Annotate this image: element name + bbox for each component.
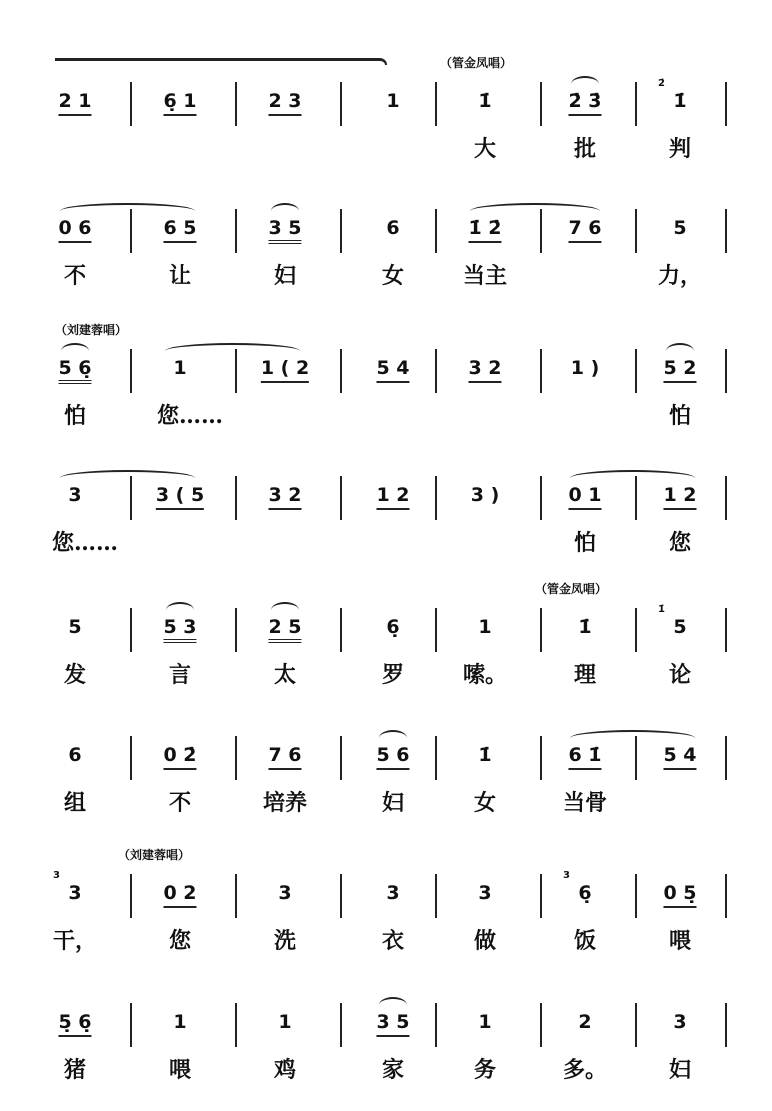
lyric: 怕 bbox=[668, 403, 692, 429]
lyric: 您…… bbox=[51, 530, 119, 556]
note-group: 1 ) bbox=[570, 357, 600, 379]
note-group: 3 bbox=[673, 1011, 687, 1033]
note-group: 3 bbox=[278, 882, 292, 904]
barline bbox=[340, 736, 342, 780]
lyric: 当骨 bbox=[562, 790, 608, 816]
note-group: 5 6̣ bbox=[58, 357, 91, 384]
note-group: 3 ) bbox=[470, 484, 500, 506]
note-group: 1 bbox=[386, 90, 400, 112]
note-group: 1 bbox=[173, 357, 187, 379]
barline bbox=[435, 608, 437, 652]
grace-note: 3 bbox=[53, 870, 60, 881]
barline bbox=[435, 736, 437, 780]
staff-system bbox=[0, 1011, 772, 1111]
barline bbox=[130, 349, 132, 393]
note-group: 1 bbox=[478, 1011, 492, 1033]
singer-label: （刘建蓉唱） bbox=[55, 323, 128, 337]
barline bbox=[540, 736, 542, 780]
barline bbox=[540, 874, 542, 918]
barline bbox=[235, 736, 237, 780]
barline bbox=[540, 82, 542, 126]
note-group: 5 3 bbox=[163, 616, 196, 643]
barline bbox=[435, 476, 437, 520]
note-group: 0 2 bbox=[163, 882, 196, 908]
lyric: 罗 bbox=[381, 662, 405, 688]
barline bbox=[540, 1003, 542, 1047]
singer-label: （管金凤唱） bbox=[440, 56, 513, 70]
lyric: 您 bbox=[668, 530, 692, 556]
staff-system bbox=[0, 848, 772, 1002]
lyric: 力， bbox=[657, 263, 703, 289]
barline bbox=[235, 1003, 237, 1047]
note-group: 1 ( 2 bbox=[261, 357, 309, 383]
lyric: 女 bbox=[473, 790, 497, 816]
note-group: 3 bbox=[68, 882, 82, 904]
note-group: 2 1 bbox=[58, 90, 91, 116]
note-group: 1̇ bbox=[478, 744, 492, 766]
lyric: 论 bbox=[668, 662, 692, 688]
staff-system bbox=[0, 217, 772, 337]
note-group: 3 ( 5 bbox=[156, 484, 204, 510]
lyric: 言 bbox=[168, 662, 192, 688]
barline bbox=[540, 608, 542, 652]
note-group: 5̣ 6̣ bbox=[58, 1011, 91, 1037]
barline bbox=[635, 1003, 637, 1047]
staff-system bbox=[0, 744, 772, 864]
note-group: 0 6 bbox=[58, 217, 91, 243]
note-group: 1 bbox=[173, 1011, 187, 1033]
note-group: 1 2 bbox=[376, 484, 409, 510]
barline bbox=[435, 349, 437, 393]
barline bbox=[435, 1003, 437, 1047]
note-group: 1 bbox=[278, 1011, 292, 1033]
barline bbox=[340, 82, 342, 126]
note-group: 2 bbox=[578, 1011, 592, 1033]
lyric: 喂 bbox=[668, 928, 692, 954]
note-group: 3 2 bbox=[268, 484, 301, 510]
note-group: 3 2 bbox=[468, 357, 501, 383]
lyric: 妇 bbox=[381, 790, 405, 816]
lyric: 衣 bbox=[381, 928, 405, 954]
lyric: 怕 bbox=[63, 403, 87, 429]
barline bbox=[435, 209, 437, 253]
lyric: 培养 bbox=[262, 790, 308, 816]
slur bbox=[571, 76, 599, 92]
note-group: 5 4 bbox=[376, 357, 409, 383]
grace-note: 3 bbox=[563, 870, 570, 881]
lyric: 判 bbox=[668, 136, 692, 162]
note-group: 3 5 bbox=[268, 217, 301, 244]
slur bbox=[166, 602, 194, 618]
note-group: 5 4 bbox=[663, 744, 696, 770]
singer-label: （刘建蓉唱） bbox=[118, 848, 191, 862]
note-group: 6 bbox=[386, 217, 400, 239]
barline bbox=[130, 82, 132, 126]
lyric: 不 bbox=[168, 790, 192, 816]
lyric: 不 bbox=[63, 263, 87, 289]
barline bbox=[340, 874, 342, 918]
lyric: 让 bbox=[168, 263, 192, 289]
lyric: 喂 bbox=[168, 1057, 192, 1083]
note-group: 0 5̣ bbox=[663, 882, 696, 908]
note-group: 1̇ 2̇ bbox=[468, 217, 501, 243]
note-group: 5 bbox=[673, 217, 687, 239]
note-group: 0 2̇ bbox=[163, 744, 196, 770]
lyric: 怕 bbox=[573, 530, 597, 556]
lyric: 您…… bbox=[156, 403, 224, 429]
barline bbox=[340, 608, 342, 652]
note-group: 5 bbox=[68, 616, 82, 638]
note-group: 3 5 bbox=[376, 1011, 409, 1037]
staff-system bbox=[0, 484, 772, 604]
lyric: 妇 bbox=[273, 263, 297, 289]
slur bbox=[271, 602, 299, 618]
slur bbox=[61, 343, 89, 359]
lyric: 家 bbox=[381, 1057, 405, 1083]
staff-system bbox=[0, 56, 772, 210]
lyric: 务 bbox=[473, 1057, 497, 1083]
lyric: 您 bbox=[168, 928, 192, 954]
barline bbox=[635, 874, 637, 918]
barline bbox=[725, 476, 727, 520]
note-group: 5 6 bbox=[376, 744, 409, 770]
barline bbox=[725, 349, 727, 393]
lyric: 发 bbox=[63, 662, 87, 688]
lyric: 当主 bbox=[462, 263, 508, 289]
note-group: 5 bbox=[673, 616, 687, 638]
note-group: 1 bbox=[478, 616, 492, 638]
barline bbox=[635, 349, 637, 393]
barline bbox=[725, 874, 727, 918]
note-group: 6̣ 1 bbox=[163, 90, 196, 116]
barline bbox=[725, 82, 727, 126]
note-group: 1̇ bbox=[578, 616, 592, 638]
lyric: 干， bbox=[52, 928, 98, 954]
lyric: 理 bbox=[573, 662, 597, 688]
lyric: 女 bbox=[381, 263, 405, 289]
barline bbox=[235, 608, 237, 652]
lyric: 批 bbox=[573, 136, 597, 162]
lyric: 大 bbox=[473, 136, 497, 162]
lyric: 多。 bbox=[562, 1057, 608, 1083]
staff-system bbox=[0, 582, 772, 736]
grace-note: 2̇ bbox=[658, 78, 665, 89]
barline bbox=[725, 209, 727, 253]
lyric: 做 bbox=[473, 928, 497, 954]
lyric: 饭 bbox=[573, 928, 597, 954]
barline bbox=[340, 1003, 342, 1047]
barline bbox=[725, 1003, 727, 1047]
barline bbox=[340, 209, 342, 253]
note-group: 6 bbox=[68, 744, 82, 766]
grace-note: 1̇ bbox=[658, 604, 665, 615]
note-group: 6̣ bbox=[578, 882, 592, 904]
note-group: 6 1̇ bbox=[568, 744, 601, 770]
note-group: 5 2 bbox=[663, 357, 696, 383]
lyric: 鸡 bbox=[273, 1057, 297, 1083]
barline bbox=[130, 608, 132, 652]
barline bbox=[635, 608, 637, 652]
lyric: 组 bbox=[63, 790, 87, 816]
note-group: 0 1 bbox=[568, 484, 601, 510]
tie-continuation bbox=[55, 58, 387, 65]
slur bbox=[379, 997, 407, 1013]
barline bbox=[725, 608, 727, 652]
barline bbox=[435, 82, 437, 126]
note-group: 2 3 bbox=[268, 90, 301, 116]
note-group: 1̇ bbox=[673, 90, 687, 112]
note-group: 6̣ bbox=[386, 616, 400, 638]
note-group: 2 5 bbox=[268, 616, 301, 643]
lyric: 猪 bbox=[63, 1057, 87, 1083]
lyric: 妇 bbox=[668, 1057, 692, 1083]
barline bbox=[540, 349, 542, 393]
slur bbox=[271, 203, 299, 219]
note-group: 3 bbox=[68, 484, 82, 506]
barline bbox=[635, 82, 637, 126]
lyric: 洗 bbox=[273, 928, 297, 954]
singer-label: （管金凤唱） bbox=[535, 582, 608, 596]
slur bbox=[379, 730, 407, 746]
barline bbox=[235, 874, 237, 918]
note-group: 7 6 bbox=[268, 744, 301, 770]
note-group: 2̇ 3̇ bbox=[568, 90, 601, 116]
lyric: 嗦。 bbox=[462, 662, 508, 688]
barline bbox=[635, 209, 637, 253]
note-group: 3 bbox=[478, 882, 492, 904]
barline bbox=[235, 82, 237, 126]
note-group: 3 bbox=[386, 882, 400, 904]
note-group: 6 5 bbox=[163, 217, 196, 243]
barline bbox=[435, 874, 437, 918]
note-group: 7 6 bbox=[568, 217, 601, 243]
barline bbox=[130, 1003, 132, 1047]
staff-system bbox=[0, 323, 772, 477]
lyric: 太 bbox=[273, 662, 297, 688]
slur bbox=[666, 343, 694, 359]
barline bbox=[235, 209, 237, 253]
barline bbox=[340, 349, 342, 393]
barline bbox=[340, 476, 342, 520]
note-group: 1 2 bbox=[663, 484, 696, 510]
barline bbox=[130, 736, 132, 780]
barline bbox=[725, 736, 727, 780]
note-group: 1̇ bbox=[478, 90, 492, 112]
barline bbox=[235, 476, 237, 520]
barline bbox=[130, 874, 132, 918]
barline bbox=[540, 476, 542, 520]
